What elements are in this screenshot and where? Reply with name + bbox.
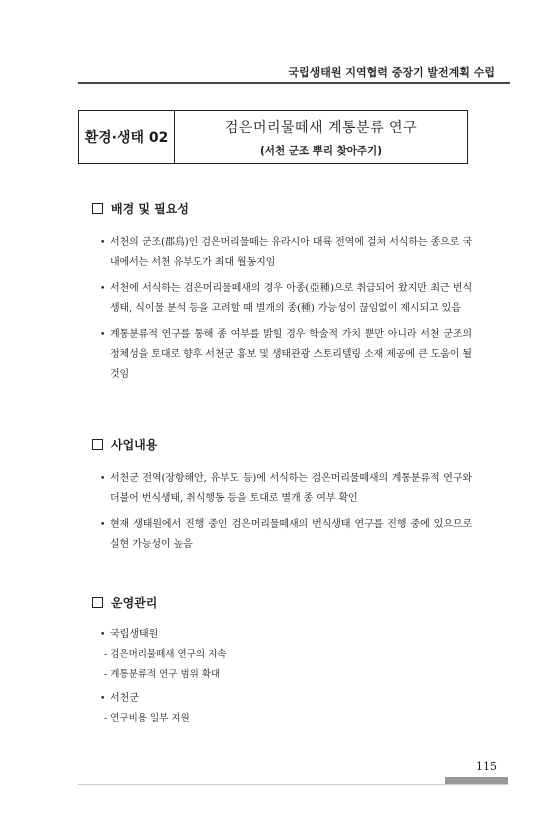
checkbox-square-icon [92, 439, 103, 450]
bullet-list [92, 233, 472, 385]
bullet-text: 현재 생태원에서 진행 중인 검은머리물떼새의 번식생태 연구를 진행 중에 있으므로 실현 가능성이 높음 [110, 519, 472, 550]
page-title: 검은머리물떼새 계통분류 연구 [224, 119, 418, 136]
bullet-icon: • [100, 520, 106, 530]
section-management [92, 594, 472, 729]
section-business [92, 436, 472, 561]
section-heading [92, 200, 472, 217]
bullet-icon: • [100, 238, 106, 248]
section-heading-label: 배경 및 필요성 [111, 202, 189, 216]
list-item [92, 515, 472, 555]
bullet-list [92, 469, 472, 555]
org-item [92, 625, 472, 645]
bullet-text: 서천의 군조(郡鳥)인 검은머리물떼는 유라시아 대륙 전역에 걸쳐 서식하는 종으로 국내에서는 서천 유부도가 최대 월동지임 [110, 237, 472, 268]
org-item [92, 689, 472, 709]
bullet-text: 계통분류적 연구를 통해 종 여부를 밝힐 경우 학술적 가치 뿐만 아니라 서천 군조의 정체성을 토대로 향후 서천군 홍보 및 생태관광 스토리텔링 소재 제공에 큰 도움이 될 것임 [110, 329, 472, 380]
footer-bar [445, 777, 508, 784]
section-heading-label: 사업내용 [111, 438, 158, 452]
list-item [92, 279, 472, 319]
section-heading [92, 594, 472, 611]
list-item [92, 233, 472, 273]
bullet-icon: • [100, 694, 106, 704]
footer-rule [78, 784, 508, 785]
section-heading [92, 436, 472, 453]
page-number: 115 [476, 760, 497, 773]
sub-item: - 계통분류적 연구 범위 확대 [104, 669, 221, 680]
category-label: 환경·생태 02 [79, 111, 175, 163]
bullet-text: 서천에 서식하는 검은머리물떼새의 경우 아종(亞種)으로 취급되어 왔지만 최근 번식생태, 식이물 분석 등을 고려할 때 별개의 종(種) 가능성이 끊임없이 제시되고 있음 [110, 283, 472, 314]
bullet-icon: • [100, 330, 106, 340]
list-item [92, 325, 472, 385]
checkbox-square-icon [92, 597, 103, 608]
org-name: 서천군 [110, 693, 139, 704]
page-subtitle: (서천 군조 뿌리 찾아주기) [260, 144, 382, 157]
title-main [175, 111, 467, 163]
management-list [92, 625, 472, 729]
bullet-text: 서천군 전역(장항해안, 유부도 등)에 서식하는 검은머리물떼새의 계통분류적 연구와 더불어 번식생태, 취식행동 등을 토대로 별개 종 여부 확인 [110, 473, 472, 504]
sub-item: - 검은머리물떼새 연구의 지속 [104, 649, 227, 660]
bullet-icon: • [100, 630, 106, 640]
sub-item: - 연구비용 일부 지원 [104, 713, 190, 724]
section-heading-label: 운영관리 [111, 596, 158, 610]
running-header: 국립생태원 지역협력 중장기 발전계획 수립 [288, 66, 495, 79]
bullet-icon: • [100, 474, 106, 484]
bullet-icon: • [100, 284, 106, 294]
org-name: 국립생태원 [110, 629, 159, 640]
title-box [78, 110, 468, 164]
checkbox-square-icon [92, 203, 103, 214]
header-rule [78, 82, 510, 84]
list-item [92, 469, 472, 509]
section-background [92, 200, 472, 391]
